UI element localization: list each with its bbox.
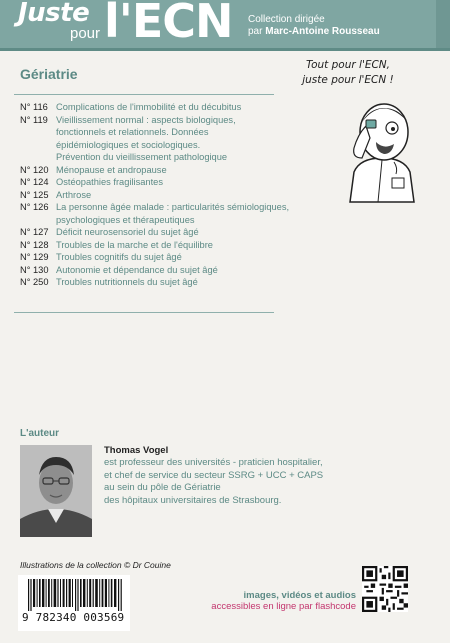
slogan-line1: Tout pour l'ECN, <box>305 59 390 71</box>
collection-director: Marc-Antoine Rousseau <box>265 26 380 37</box>
slogan <box>268 58 428 88</box>
list-item-continuation <box>20 139 320 152</box>
item-number: N° 120 <box>20 164 49 175</box>
header-underline <box>0 48 450 51</box>
barcode-digits: 9 782340 003569 <box>22 611 125 624</box>
author-photo <box>20 445 92 537</box>
list-item-continuation <box>20 126 320 139</box>
item-label: Autonomie et dépendance du sujet âgé <box>56 264 218 275</box>
section-title: Gériatrie <box>20 66 78 82</box>
header-band-edge <box>436 0 450 48</box>
illustrations-credit: Illustrations de la collection © Dr Couine <box>20 560 171 570</box>
list-item <box>20 264 320 277</box>
item-label: La personne âgée malade : particularités sémiologiques, <box>56 202 290 212</box>
list-item <box>20 201 320 214</box>
author-heading: L'auteur <box>20 428 60 439</box>
list-item <box>20 276 320 289</box>
collection-line2 <box>248 26 380 38</box>
list-item-continuation <box>20 214 320 227</box>
item-label: Troubles cognitifs du sujet âgé <box>56 252 182 262</box>
mascot-illustration-icon <box>336 92 426 204</box>
item-label: Arthrose <box>56 189 92 200</box>
item-list <box>20 101 320 289</box>
item-number: N° 124 <box>20 177 49 187</box>
author-name: Thomas Vogel <box>104 445 169 456</box>
brand-juste: Juste <box>18 0 90 28</box>
flashcode-qr-icon[interactable] <box>362 566 408 612</box>
item-label: Ménopause et andropause <box>56 164 167 175</box>
item-label-continued: fonctionnels et relationnels. Données <box>56 127 209 137</box>
item-number: N° 116 <box>20 102 48 112</box>
author-bio-line: au sein du pôle de Gériatrie <box>104 482 221 494</box>
item-label-continued: épidémiologiques et sociologiques. <box>56 139 201 150</box>
item-label: Vieillissement normal : aspects biologiques, <box>56 114 236 125</box>
brand-pour: pour <box>70 25 101 42</box>
item-label-continued: psychologiques et thérapeutiques <box>56 214 195 225</box>
collection-credit <box>248 14 380 38</box>
item-number: N° 250 <box>20 277 49 287</box>
media-line1: images, vidéos et audios <box>243 590 356 601</box>
author-bio-line: est professeur des universités - praticien hospitalier, <box>104 457 323 469</box>
media-line2: accessibles en ligne par flashcode <box>211 601 356 612</box>
item-number: N° 130 <box>20 264 49 275</box>
item-label: Troubles de la marche et de l'équilibre <box>56 239 213 250</box>
author-bio-line: et chef de service du secteur SSRG + UCC + CAPS <box>104 469 324 481</box>
item-label-continued: Prévention du vieillissement pathologique <box>56 152 228 162</box>
list-item <box>20 226 320 239</box>
list-item <box>20 251 320 264</box>
brand-ecn: l'ECN <box>104 0 233 48</box>
author-bio <box>104 445 344 507</box>
collection-line1: Collection dirigée <box>248 14 325 25</box>
slogan-line2: juste pour l'ECN ! <box>302 74 394 86</box>
header-band <box>0 0 450 48</box>
item-number: N° 128 <box>20 239 49 250</box>
list-item <box>20 101 320 114</box>
item-label: Complications de l'immobilité et du décubitus <box>56 102 242 112</box>
item-number: N° 125 <box>20 189 49 200</box>
item-label: Ostéopathies fragilisantes <box>56 177 163 187</box>
author-portrait-icon <box>20 445 92 537</box>
list-item <box>20 164 320 177</box>
list-item-continuation <box>20 151 320 164</box>
barcode <box>18 575 130 631</box>
item-number: N° 129 <box>20 252 49 262</box>
divider-bottom <box>14 312 274 313</box>
item-number: N° 126 <box>20 202 49 212</box>
barcode-bars-icon <box>28 579 124 611</box>
list-item <box>20 189 320 202</box>
list-item <box>20 114 320 127</box>
item-number: N° 119 <box>20 114 48 125</box>
item-label: Troubles nutritionnels du sujet âgé <box>56 277 198 287</box>
list-item <box>20 239 320 252</box>
collection-prefix: par <box>248 26 263 37</box>
media-note <box>176 590 356 612</box>
author-bio-line: des hôpitaux universitaires de Strasbourg. <box>104 494 282 506</box>
item-number: N° 127 <box>20 227 49 237</box>
item-label: Déficit neurosensoriel du sujet âgé <box>56 227 199 237</box>
divider-top <box>14 94 274 95</box>
list-item <box>20 176 320 189</box>
